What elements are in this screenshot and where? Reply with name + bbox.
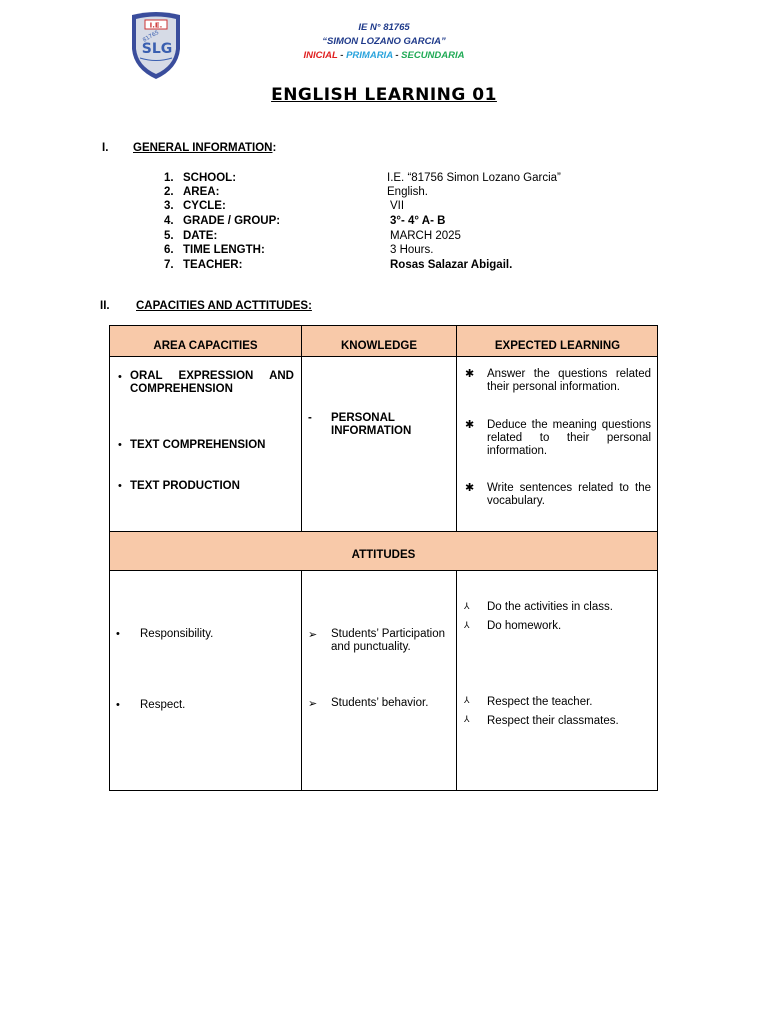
section-1-title: GENERAL INFORMATION	[133, 142, 273, 154]
info-value-teacher: Rosas Salazar Abigail.	[390, 259, 513, 271]
info-label: SCHOOL:	[183, 172, 237, 184]
info-label: CYCLE:	[183, 200, 226, 212]
arrow-bullet-icon: ➢	[308, 698, 318, 710]
table-divider	[301, 326, 302, 532]
knowledge-behavior: Students’ behavior.	[331, 697, 429, 709]
school-code: IE N° 81765	[358, 22, 410, 33]
capacity-oral: ORAL EXPRESSION AND COMPREHENSION	[130, 370, 294, 395]
expected-respect-classmates: Respect their classmates.	[487, 715, 619, 727]
info-label: TIME LENGTH:	[183, 244, 265, 256]
info-number: 4.	[164, 215, 174, 227]
bullet-icon: •	[116, 699, 120, 711]
section-1-number: I.	[102, 142, 109, 154]
attitude-respect: Respect.	[140, 699, 186, 711]
info-number: 1.	[164, 172, 174, 184]
tri-bullet-icon: ⅄	[464, 620, 470, 630]
level-separator: -	[337, 50, 347, 61]
school-shield-logo	[128, 11, 184, 81]
info-number: 5.	[164, 230, 174, 242]
svg-text:SLG: SLG	[141, 41, 173, 57]
info-number: 6.	[164, 244, 174, 256]
capacities-table	[109, 325, 658, 791]
info-row-grade	[164, 214, 280, 228]
info-value-time: 3 Hours.	[390, 244, 434, 256]
svg-text:81765: 81765	[142, 29, 161, 44]
star-bullet-icon: ✱	[465, 368, 475, 380]
expected-homework: Do homework.	[487, 620, 562, 632]
star-bullet-icon: ✱	[465, 419, 475, 431]
section-2-title: CAPACITIES AND ACTTITUDES:	[136, 300, 312, 312]
expected-write: Write sentences related to the vocabulary.	[487, 482, 651, 507]
table-divider	[456, 570, 457, 790]
header-knowledge: KNOWLEDGE	[340, 340, 418, 352]
info-row-cycle	[164, 199, 226, 213]
info-row-school	[164, 171, 236, 185]
expected-activities: Do the activities in class.	[487, 601, 613, 613]
svg-text:I.E.: I.E.	[149, 21, 163, 30]
expected-deduce: Deduce the meaning questions related to their personal information.	[487, 419, 651, 457]
info-row-area	[164, 185, 219, 199]
tri-bullet-icon: ⅄	[464, 695, 470, 705]
school-levels	[234, 50, 534, 61]
tri-bullet-icon: ⅄	[464, 714, 470, 724]
info-number: 2.	[164, 186, 174, 198]
info-number: 7.	[164, 259, 174, 271]
info-row-teacher	[164, 258, 242, 272]
expected-respect-teacher: Respect the teacher.	[487, 696, 593, 708]
knowledge-personal-info: PERSONAL INFORMATION	[331, 412, 412, 437]
capacity-text-comprehension: TEXT COMPREHENSION	[130, 439, 266, 451]
knowledge-participation: Students’ Participation and punctuality.	[331, 628, 446, 653]
level-secundaria: SECUNDARIA	[401, 50, 465, 61]
tri-bullet-icon: ⅄	[464, 601, 470, 611]
header-expected-learning: EXPECTED LEARNING	[494, 340, 621, 352]
bullet-icon: •	[118, 371, 122, 383]
table-divider	[301, 570, 302, 790]
level-separator: -	[392, 50, 402, 61]
bullet-icon: •	[118, 480, 122, 492]
dash-marker: -	[308, 412, 312, 424]
capacity-text-production: TEXT PRODUCTION	[130, 480, 240, 492]
document-title: ENGLISH LEARNING 01	[271, 85, 497, 105]
info-label: GRADE / GROUP:	[183, 215, 281, 227]
bullet-icon: •	[116, 628, 120, 640]
info-row-time	[164, 243, 265, 257]
section-2-number: II.	[100, 300, 110, 312]
info-number: 3.	[164, 200, 174, 212]
attitude-responsibility: Responsibility.	[140, 628, 214, 640]
section-1-colon: :	[272, 142, 277, 154]
info-value-area: English.	[387, 186, 428, 198]
star-bullet-icon: ✱	[465, 482, 475, 494]
arrow-bullet-icon: ➢	[308, 629, 318, 641]
info-value-school: I.E. “81756 Simon Lozano Garcia”	[387, 172, 561, 184]
school-name: “SIMON LOZANO GARCIA”	[322, 36, 446, 47]
table-divider	[456, 326, 457, 532]
header-area-capacities: AREA CAPACITIES	[153, 340, 258, 352]
info-label: AREA:	[183, 186, 220, 198]
info-label: DATE:	[183, 230, 218, 242]
table-divider	[110, 531, 657, 532]
attitudes-header: ATTITUDES	[351, 549, 416, 561]
table-divider	[110, 570, 657, 571]
expected-answer: Answer the questions related their personal information.	[487, 368, 651, 393]
level-primaria: PRIMARIA	[346, 50, 393, 61]
info-label: TEACHER:	[183, 259, 243, 271]
level-inicial: INICIAL	[303, 50, 338, 61]
section-1-heading	[133, 142, 276, 154]
info-value-grade: 3°- 4° A- B	[390, 215, 446, 227]
info-row-date	[164, 229, 217, 243]
info-value-date: MARCH 2025	[390, 230, 461, 242]
info-value-cycle: VII	[390, 200, 405, 212]
table-divider	[110, 356, 657, 357]
bullet-icon: •	[118, 439, 122, 451]
